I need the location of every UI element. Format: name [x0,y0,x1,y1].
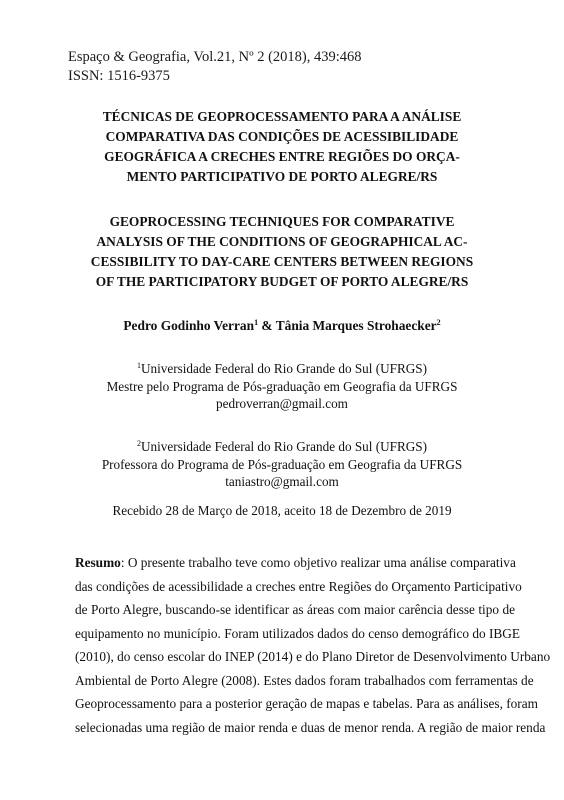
received-dates: Recebido 28 de Março de 2018, aceito 18 de Dezembro de 2019 [112,503,452,518]
affiliation-role: Professora do Programa de Pós-graduação em Geografia da UFRGS [101,456,463,472]
title-pt-line: COMPARATIVA DAS CONDIÇÕES DE ACESSIBILIDADE [105,129,459,144]
title-english [70,212,494,292]
abstract-line: equipamento no município. Foram utilizados dados do censo demográfico do IBGE [75,625,520,641]
title-en-line: GEOPROCESSING TECHNIQUES FOR COMPARATIVE [109,214,455,229]
affiliation-email: taniastro@gmail.com [225,474,339,489]
title-en-line: ANALYSIS OF THE CONDITIONS OF GEOGRAPHICAL AC- [96,234,468,249]
title-en-line: OF THE PARTICIPATORY BUDGET OF PORTO ALEGRE/RS [95,274,469,289]
affiliation-block [0,438,564,491]
affiliation-email: pedroverran@gmail.com [216,396,348,411]
author-name: Tânia Marques Strohaecker [275,318,437,333]
affiliation-university: Universidade Federal do Rio Grande do Sul (UFRGS) [140,439,428,454]
abstract-line: das condições de acessibilidade a creches entre Regiões do Orçamento Participativo [75,578,522,594]
author-name: Pedro Godinho Verran [123,318,255,333]
author-affiliation-mark: 1 [254,318,259,327]
author-list [0,318,564,334]
abstract-line: de Porto Alegre, buscando-se identificar as áreas com maior carência desse tipo de [75,602,515,617]
title-pt-line: GEOGRÁFICA A CRECHES ENTRE REGIÕES DO ORÇA- [104,149,460,164]
affiliation-role: Mestre pelo Programa de Pós-graduação em Geografia da UFRGS [106,378,458,394]
abstract-line: selecionadas uma região de maior renda e duas de menor renda. A região de maior renda [75,719,546,735]
journal-citation: Espaço & Geografia, Vol.21, Nº 2 (2018), 439:468 [68,49,362,65]
author-affiliation-mark: 2 [436,318,441,327]
title-pt-line: TÉCNICAS DE GEOPROCESSAMENTO PARA A ANÁLISE [102,109,462,124]
affiliation-mark: 2 [136,439,141,448]
abstract-label: Resumo [75,555,121,570]
title-en-line: CESSIBILITY TO DAY-CARE CENTERS BETWEEN REGIONS [90,254,474,269]
journal-issn: ISSN: 1516-9375 [68,68,170,84]
title-pt-line: MENTO PARTICIPATIVO DE PORTO ALEGRE/RS [126,169,438,184]
affiliation-university: Universidade Federal do Rio Grande do Sul (UFRGS) [140,361,428,376]
title-portuguese [70,107,494,187]
abstract-line: Ambiental de Porto Alegre (2008). Estes dados foram trabalhados com ferramentas de [75,672,534,688]
abstract [75,551,551,739]
affiliation-block [0,360,564,413]
affiliation-mark: 1 [136,361,141,370]
journal-header [68,48,362,86]
abstract-line: Geoprocessamento para a posterior geração de mapas e tabelas. Para as análises, foram [75,696,538,711]
author-separator: & [258,318,276,333]
abstract-first-line-text: : O presente trabalho teve como objetivo realizar uma análise comparativa [120,555,516,570]
abstract-line [75,551,515,575]
abstract-line: (2010), do censo escolar do INEP (2014) e do Plano Diretor de Desenvolvimento Urbano [75,649,551,664]
